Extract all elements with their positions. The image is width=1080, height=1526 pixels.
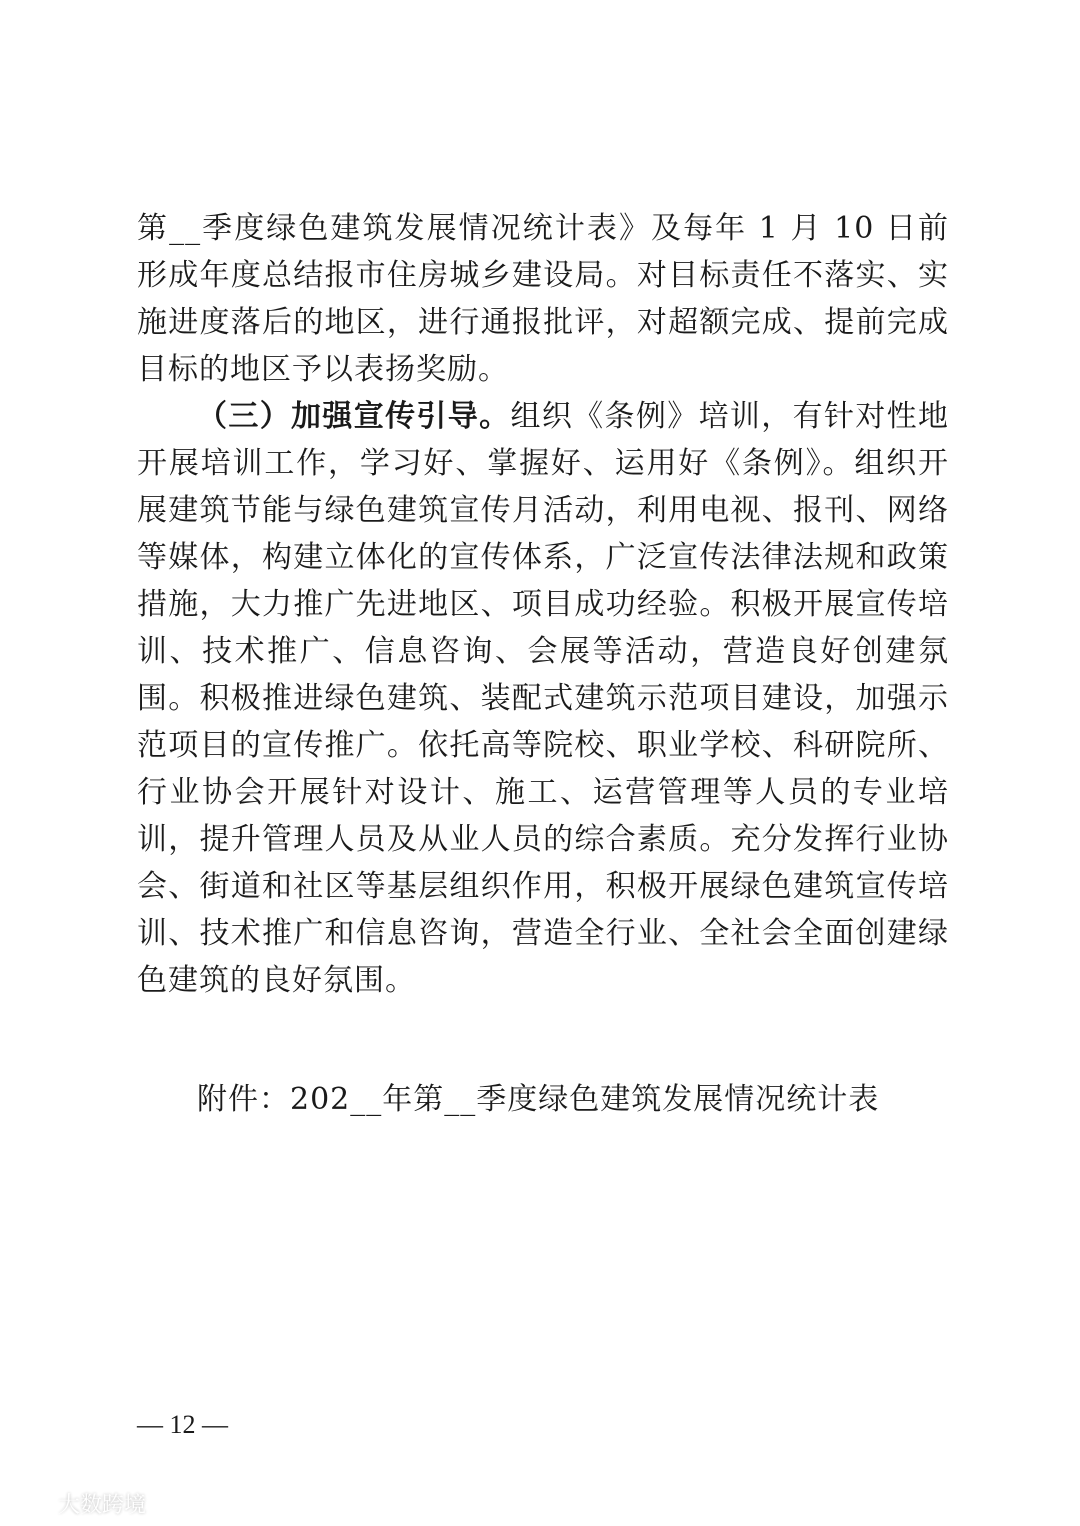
page-number: — 12 —: [137, 1410, 228, 1439]
attachment-line: 附件：202__年第__季度绿色建筑发展情况统计表: [197, 1082, 880, 1117]
watermark-logo-icon: [8, 1490, 52, 1518]
paragraph-continued: 第__季度绿色建筑发展情况统计表》及每年 1 月 10 日前形成年度总结报市住房城乡建设局。对目标责任不落实、实施进度落后的地区，进行通报批评，对超额完成、提前完成目标的地区予以表扬奖励。: [137, 211, 949, 387]
watermark-text: 大数跨境: [58, 1493, 147, 1518]
document-body: [137, 205, 949, 1004]
watermark: [8, 1488, 146, 1519]
section-3-paragraph: [137, 393, 949, 1004]
section-3-body: 组织《条例》培训，有针对性地开展培训工作，学习好、掌握好、运用好《条例》。组织开展建筑节能与绿色建筑宣传月活动，利用电视、报刊、网络等媒体，构建立体化的宣传体系，广泛宣传法律法规和政策措施，大力推广先进地区、项目成功经验。积极开展宣传培训、技术推广、信息咨询、会展等活动，营造良好创建氛围。积极推进绿色建筑、装配式建筑示范项目建设，加强示范项目的宣传推广。依托高等院校、职业学校、科研院所、行业协会开展针对设计、施工、运营管理等人员的专业培训，提升管理人员及从业人员的综合素质。充分发挥行业协会、街道和社区等基层组织作用，积极开展绿色建筑宣传培训、技术推广和信息咨询，营造全行业、全社会全面创建绿色建筑的良好氛围。: [137, 399, 950, 998]
section-3-heading: （三）加强宣传引导。: [197, 399, 511, 434]
